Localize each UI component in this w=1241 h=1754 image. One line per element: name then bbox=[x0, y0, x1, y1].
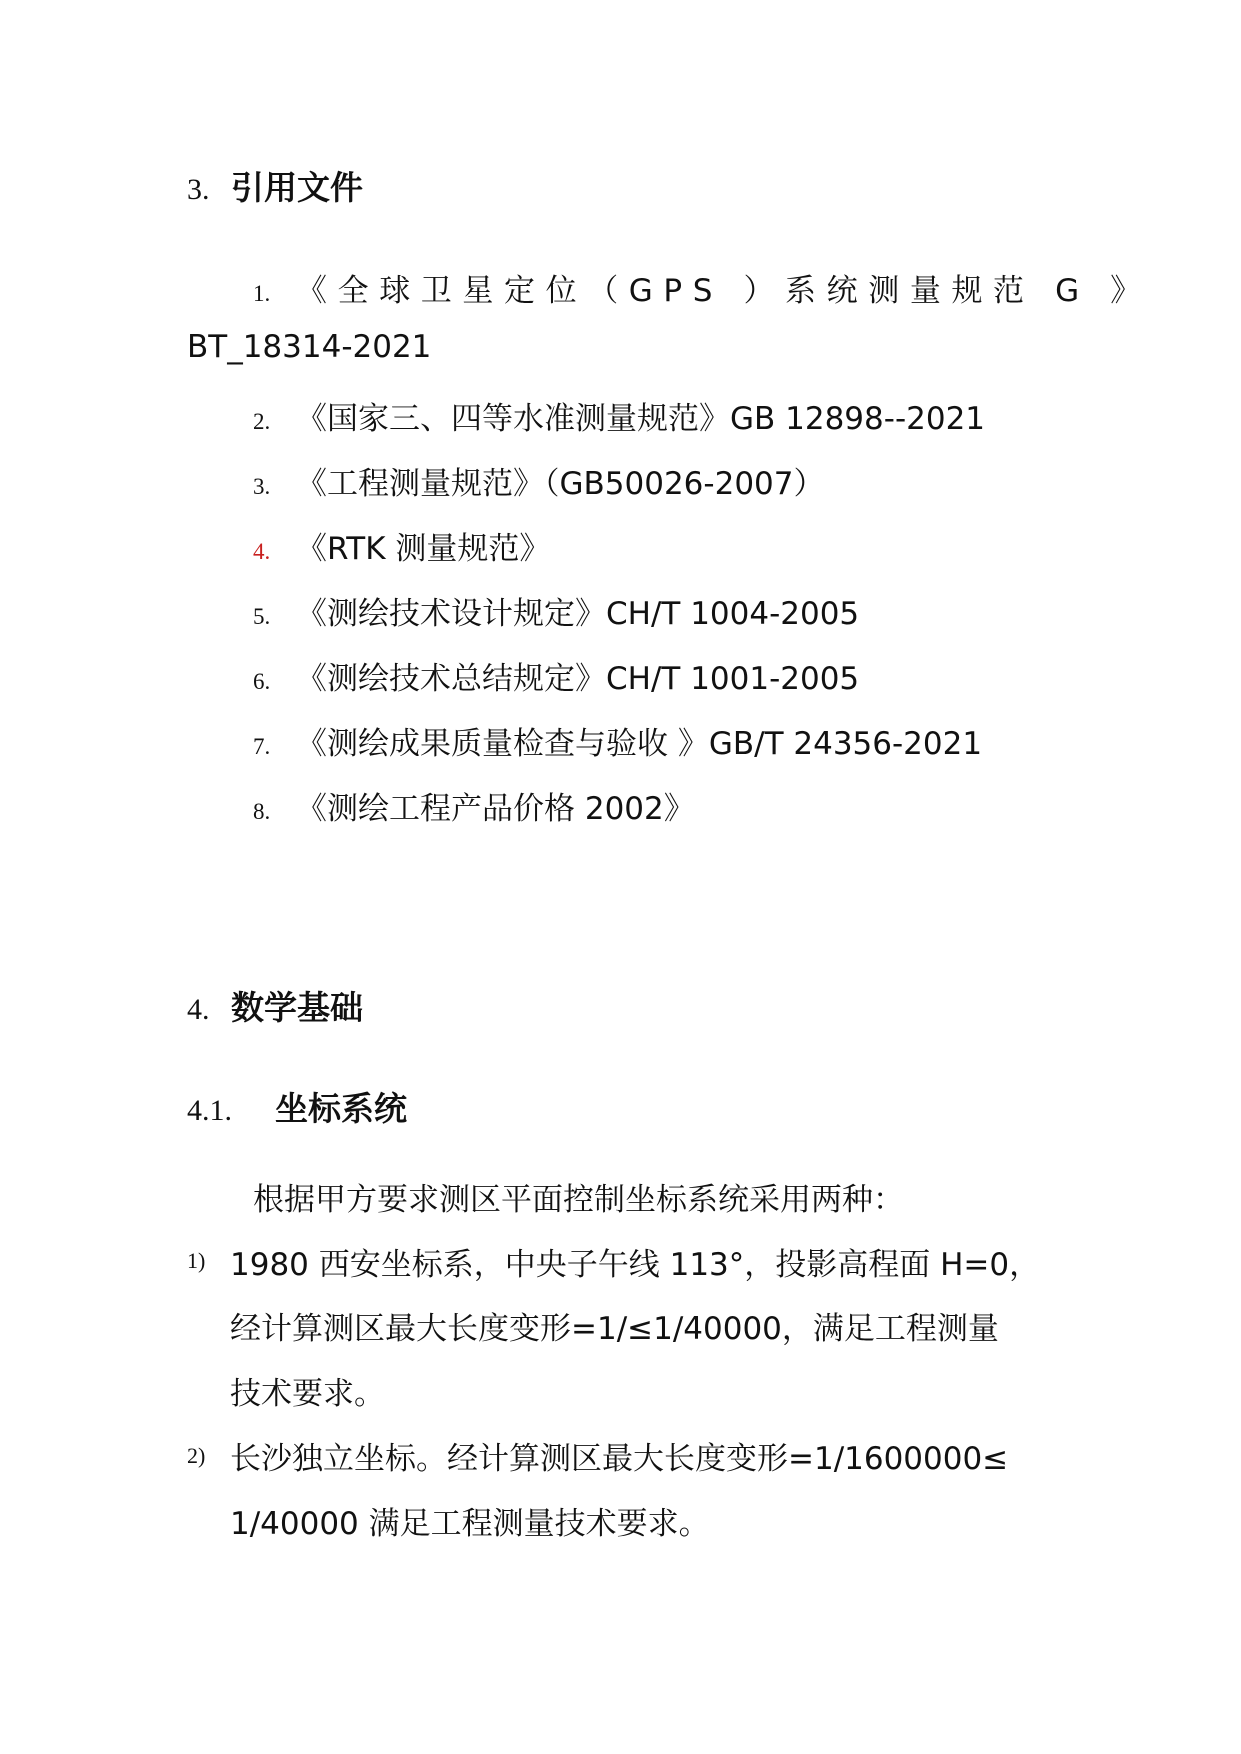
reference-number: 7. bbox=[253, 734, 271, 759]
section-number: 3. bbox=[187, 173, 210, 206]
reference-text: 《RTK 测量规范》 bbox=[296, 531, 551, 567]
subsection-heading bbox=[187, 1083, 407, 1130]
reference-text: 《全球卫星定位（GPS ）系统测量规范 G 》 bbox=[296, 273, 1152, 309]
list-item-number: 1) bbox=[187, 1248, 206, 1273]
reference-text: 《工程测量规范》（GB50026-2007） bbox=[296, 466, 825, 502]
intro-paragraph: 根据甲方要求测区平面控制坐标系统采用两种： bbox=[253, 1182, 904, 1218]
list-item-line: 长沙独立坐标。经计算测区最大长度变形=1/1600000≤ bbox=[230, 1441, 1009, 1477]
reference-text: 《测绘成果质量检查与验收 》GB/T 24356-2021 bbox=[296, 726, 983, 762]
section-3-heading bbox=[187, 162, 363, 209]
reference-number: 3. bbox=[253, 474, 271, 499]
reference-item bbox=[253, 393, 985, 438]
reference-text: 《测绘工程产品价格 2002》 bbox=[296, 791, 695, 827]
reference-continuation: BT_18314-2021 bbox=[187, 329, 432, 365]
section-number: 4. bbox=[187, 993, 210, 1026]
reference-number: 2. bbox=[253, 409, 271, 434]
reference-number: 1. bbox=[253, 281, 271, 306]
subsection-title: 坐标系统 bbox=[275, 1089, 407, 1128]
reference-text: 《测绘技术设计规定》CH/T 1004-2005 bbox=[296, 596, 860, 632]
reference-text: 《测绘技术总结规定》CH/T 1001-2005 bbox=[296, 661, 860, 697]
reference-item bbox=[253, 653, 859, 698]
reference-number: 6. bbox=[253, 669, 271, 694]
reference-text: 《国家三、四等水准测量规范》GB 12898--2021 bbox=[296, 401, 986, 437]
list-item-number: 2) bbox=[187, 1443, 206, 1468]
section-4-heading bbox=[187, 982, 363, 1029]
section-title: 引用文件 bbox=[231, 168, 363, 207]
list-item-line: 1980 西安坐标系，中央子午线 113°，投影高程面 H=0， bbox=[230, 1247, 1041, 1283]
reference-item bbox=[253, 718, 982, 763]
reference-number: 4. bbox=[253, 539, 271, 564]
reference-number: 8. bbox=[253, 799, 271, 824]
list-item-line: 1/40000 满足工程测量技术要求。 bbox=[230, 1506, 710, 1542]
reference-item bbox=[253, 458, 824, 503]
section-title: 数学基础 bbox=[231, 988, 363, 1027]
reference-item bbox=[253, 523, 550, 568]
list-item-line: 经计算测区最大长度变形=1/≤1/40000，满足工程测量 bbox=[230, 1311, 999, 1347]
reference-item bbox=[253, 265, 1152, 310]
reference-item bbox=[253, 588, 859, 633]
list-item-line: 技术要求。 bbox=[230, 1376, 385, 1412]
subsection-number: 4.1. bbox=[187, 1094, 232, 1127]
reference-number: 5. bbox=[253, 604, 271, 629]
reference-item bbox=[253, 783, 695, 828]
